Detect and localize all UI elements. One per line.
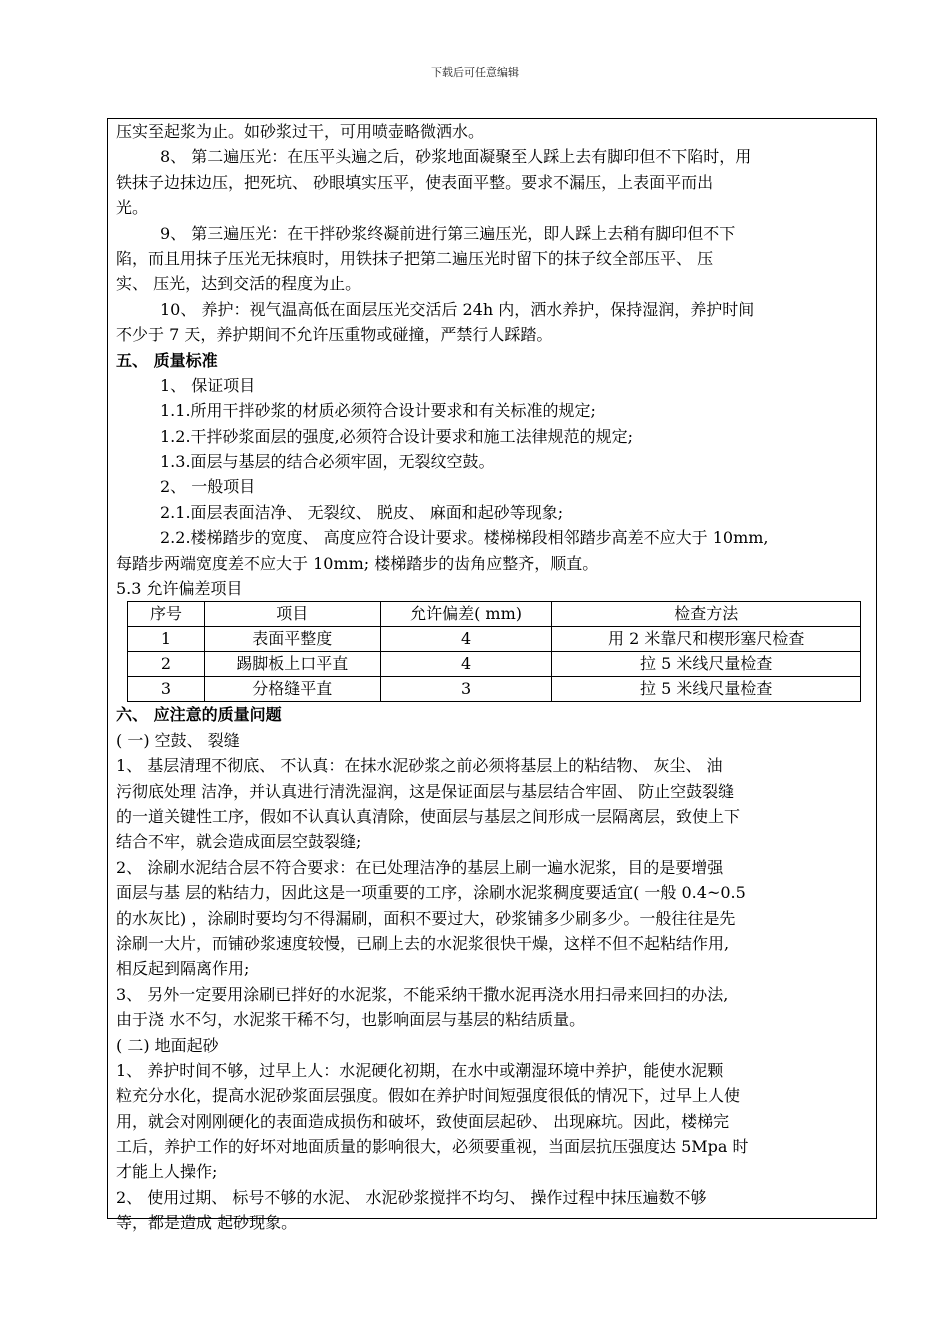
text-line: 等，都是造成 起砂现象。 bbox=[116, 1213, 298, 1233]
table-cell: 3 bbox=[380, 677, 552, 702]
table-cell: 4 bbox=[380, 652, 552, 677]
text-line: 1.2.干拌砂浆面层的强度,必须符合设计要求和施工法律规范的规定; bbox=[160, 426, 634, 446]
table-cell: 3 bbox=[128, 677, 205, 702]
text-line: 用，就会对刚刚硬化的表面造成损伤和破坏，致使面层起砂、 出现麻坑。因此，楼梯完 bbox=[116, 1111, 730, 1131]
text-line: 1.1.所用干拌砂浆的材质必须符合设计要求和有关标准的规定; bbox=[160, 401, 596, 421]
text-line: 粒充分水化，提高水泥砂浆面层强度。假如在养护时间短强度很低的情况下，过早上人使 bbox=[116, 1086, 741, 1106]
text-line: 面层与基 层的粘结力，因此这是一项重要的工序，涂刷水泥浆稠度要适宜( 一般 0.4~0.5 bbox=[116, 883, 746, 903]
text-line: 2.1.面层表面洁净、 无裂纹、 脱皮、 麻面和起砂等现象; bbox=[160, 502, 564, 522]
text-line: 铁抹子边抹边压，把死坑、 砂眼填实压平，使表面平整。要求不漏压，上表面平而出 bbox=[116, 172, 714, 192]
text-line: 不少于 7 天，养护期间不允许压重物或碰撞，严禁行人踩踏。 bbox=[116, 325, 553, 345]
text-line: 9、 第三遍压光：在干拌砂浆终凝前进行第三遍压光，即人踩上去稍有脚印但不下 bbox=[160, 223, 736, 243]
text-line: 压实至起浆为止。如砂浆过干，可用喷壶略微洒水。 bbox=[116, 122, 485, 141]
text-line: 涂刷一大片，而铺砂浆速度较慢，已刷上去的水泥浆很快干燥，这样不但不起粘结作用, bbox=[116, 933, 730, 953]
text-line: 实、 压光，达到交活的程度为止。 bbox=[116, 274, 362, 294]
text-line: 3、 另外一定要用涂刷已拌好的水泥浆，不能采纳干撒水泥再浇水用扫帚来回扫的办法, bbox=[116, 984, 729, 1004]
text-line: 结合不牢，就会造成面层空鼓裂缝; bbox=[116, 832, 362, 852]
text-line: 每踏步两端宽度差不应大于 10mm; 楼梯踏步的齿角应整齐，顺直。 bbox=[116, 553, 599, 573]
table-header-cell: 允许偏差( mm) bbox=[380, 602, 552, 627]
text-line: 2、 使用过期、 标号不够的水泥、 水泥砂浆搅拌不均匀、 操作过程中抹压遍数不够 bbox=[116, 1187, 707, 1207]
table-cell: 1 bbox=[128, 627, 205, 652]
text-line: 陷，而且用抹子压光无抹痕时，用铁抹子把第二遍压光时留下的抹子纹全部压平、 压 bbox=[116, 248, 714, 268]
text-line: 光。 bbox=[116, 198, 149, 218]
table-row bbox=[128, 627, 861, 652]
table-cell: 用 2 米靠尺和楔形塞尺检查 bbox=[552, 627, 861, 652]
text-line: 由于浇 水不匀，水泥浆干稀不匀，也影响面层与基层的粘结质量。 bbox=[116, 1010, 586, 1030]
text-line: ( 一) 空鼓、 裂缝 bbox=[116, 730, 240, 750]
text-line: 2、 一般项目 bbox=[160, 477, 256, 497]
text-line: 8、 第二遍压光：在压平头遍之后，砂浆地面凝聚至人踩上去有脚印但不下陷时，用 bbox=[160, 147, 752, 167]
text-line: 2.2.楼梯踏步的宽度、 高度应符合设计要求。楼梯梯段相邻踏步高差不应大于 10mm, bbox=[160, 528, 769, 548]
text-line: 相反起到隔离作用; bbox=[116, 959, 250, 979]
text-line: 1.3.面层与基层的结合必须牢固，无裂纹空鼓。 bbox=[160, 452, 495, 472]
text-line: 的水灰比) ，涂刷时要均匀不得漏刷，面积不要过大，砂浆铺多少刷多少。一般往往是先 bbox=[116, 908, 736, 928]
text-line: 的一道关键性工序，假如不认真认真清除，使面层与基层之间形成一层隔离层，致使上下 bbox=[116, 806, 741, 826]
quality-problems bbox=[116, 728, 870, 1236]
table-cell: 表面平整度 bbox=[204, 627, 380, 652]
deviation-table bbox=[127, 601, 861, 702]
content-frame bbox=[107, 118, 877, 1233]
text-line: 污彻底处理 洁净，并认真进行清洗湿润，这是保证面层与基层结合牢固、 防止空鼓裂缝 bbox=[116, 781, 735, 801]
table-cell: 拉 5 米线尺量检查 bbox=[552, 677, 861, 702]
table-header-row bbox=[128, 602, 861, 627]
text-line: 才能上人操作; bbox=[116, 1162, 218, 1182]
table-cell: 拉 5 米线尺量检查 bbox=[552, 652, 861, 677]
section-5-title: 五、 质量标准 bbox=[116, 350, 218, 370]
text-line: 5.3 允许偏差项目 bbox=[116, 579, 243, 599]
table-cell: 4 bbox=[380, 627, 552, 652]
text-line: 2、 涂刷水泥结合层不符合要求：在已处理洁净的基层上刷一遍水泥浆，目的是要增强 bbox=[116, 857, 724, 877]
text-line: 1、 保证项目 bbox=[160, 375, 256, 395]
table-row bbox=[128, 652, 861, 677]
quality-standards bbox=[116, 373, 870, 602]
text-line: 10、 养护：视气温高低在面层压光交活后 24h 内，洒水养护，保持湿润，养护时间 bbox=[160, 299, 755, 319]
construction-steps bbox=[116, 119, 870, 348]
table-cell: 2 bbox=[128, 652, 205, 677]
table-header-cell: 项目 bbox=[204, 602, 380, 627]
table-header-cell: 检查方法 bbox=[552, 602, 861, 627]
table-cell: 踢脚板上口平直 bbox=[204, 652, 380, 677]
text-line: 1、 基层清理不彻底、 不认真：在抹水泥砂浆之前必须将基层上的粘结物、 灰尘、 油 bbox=[116, 756, 723, 776]
table-row bbox=[128, 677, 861, 702]
text-line: ( 二) 地面起砂 bbox=[116, 1035, 219, 1055]
text-line: 1、 养护时间不够，过早上人：水泥硬化初期，在水中或潮湿环境中养护，能使水泥颗 bbox=[116, 1060, 724, 1080]
table-cell: 分格缝平直 bbox=[204, 677, 380, 702]
section-6-title: 六、 应注意的质量问题 bbox=[116, 705, 282, 725]
page-header: 下载后可任意编辑 bbox=[431, 66, 519, 79]
document-body bbox=[116, 119, 870, 1236]
table-header-cell: 序号 bbox=[128, 602, 205, 627]
text-line: 工后，养护工作的好坏对地面质量的影响很大，必须要重视，当面层抗压强度达 5Mpa 时 bbox=[116, 1137, 749, 1157]
